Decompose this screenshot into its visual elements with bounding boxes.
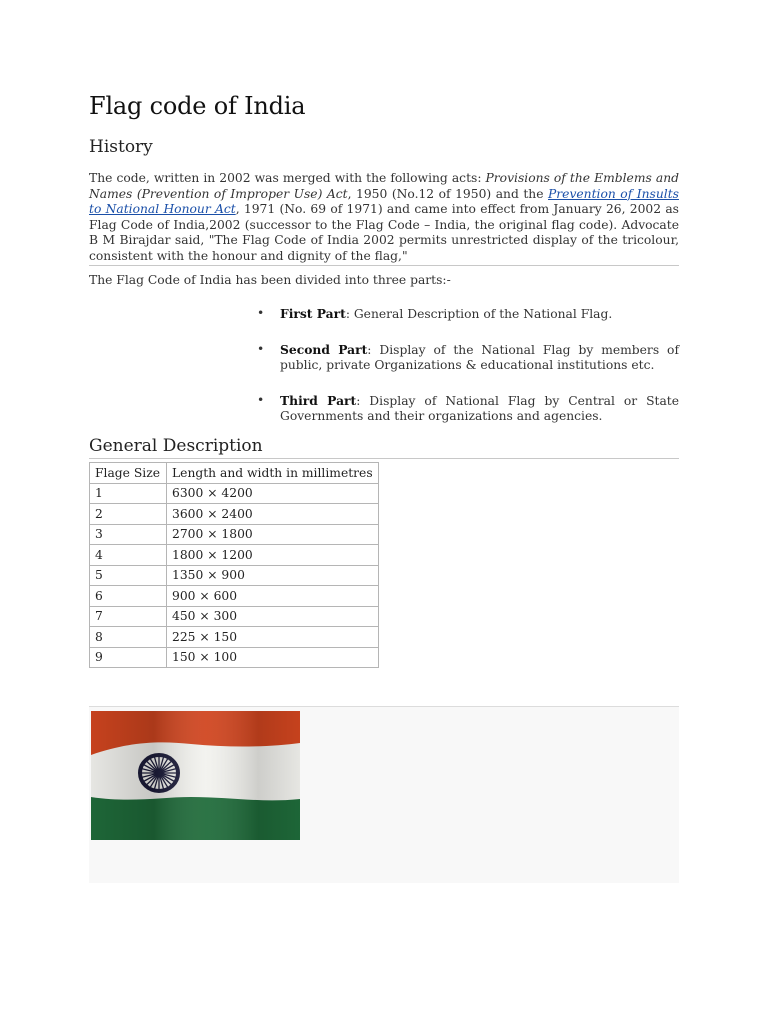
table-cell: 2700 × 1800 bbox=[167, 524, 379, 545]
part-label: First Part bbox=[280, 306, 346, 321]
part-label: Second Part bbox=[280, 341, 368, 357]
history-text-3: , 1971 (No. 69 of 1971) and came into effect from January 26, 2002 as Flag Code of India,2002 (successor to the Flag Code – India, the original flag code). Advocate B M Birajdar said, "The Flag Code of India 2002 permits unrestricted display of the tricolour, consistent with the honour and dignity of the flag," bbox=[89, 202, 679, 263]
parts-list bbox=[257, 306, 679, 444]
table-cell: 4 bbox=[90, 545, 167, 566]
history-heading: History bbox=[89, 137, 153, 157]
bullet-icon: • bbox=[257, 306, 265, 320]
table-cell: 1 bbox=[90, 483, 167, 504]
table-cell: 3 bbox=[90, 524, 167, 545]
table-row bbox=[90, 483, 379, 504]
general-description-heading: General Description bbox=[89, 436, 263, 456]
table-row bbox=[90, 504, 379, 525]
table-cell: 900 × 600 bbox=[167, 586, 379, 607]
table-row bbox=[90, 627, 379, 648]
history-paragraph bbox=[89, 171, 679, 264]
bullet-icon: • bbox=[257, 392, 265, 407]
table-header-row bbox=[90, 463, 379, 484]
bullet-icon: • bbox=[257, 341, 265, 356]
table-header: Flage Size bbox=[90, 463, 167, 484]
list-item bbox=[257, 342, 679, 374]
parts-intro: The Flag Code of India has been divided into three parts:- bbox=[89, 273, 451, 287]
table-cell: 3600 × 2400 bbox=[167, 504, 379, 525]
table-cell: 1350 × 900 bbox=[167, 565, 379, 586]
part-text: : Display of National Flag by Central or State Governments and their organizations and agencies. bbox=[280, 393, 679, 424]
table-row bbox=[90, 586, 379, 607]
table-cell: 6300 × 4200 bbox=[167, 483, 379, 504]
table-row bbox=[90, 606, 379, 627]
table-cell: 225 × 150 bbox=[167, 627, 379, 648]
flag-size-table bbox=[89, 462, 379, 668]
list-item bbox=[257, 393, 679, 425]
indian-flag-image bbox=[91, 711, 300, 840]
list-item bbox=[257, 306, 679, 323]
history-text-1: The code, written in 2002 was merged with the following acts: bbox=[89, 171, 486, 185]
history-text-2: , 1950 (No.12 of 1950) and the bbox=[347, 186, 549, 201]
table-cell: 6 bbox=[90, 586, 167, 607]
table-cell: 2 bbox=[90, 504, 167, 525]
section-divider bbox=[89, 458, 679, 459]
flag-figure bbox=[89, 706, 679, 883]
table-cell: 5 bbox=[90, 565, 167, 586]
table-row bbox=[90, 545, 379, 566]
table-cell: 1800 × 1200 bbox=[167, 545, 379, 566]
table-cell: 8 bbox=[90, 627, 167, 648]
table-cell: 9 bbox=[90, 647, 167, 668]
insults-act-link[interactable]: Prevention of Insults to National Honour Act bbox=[89, 186, 679, 216]
table-cell: 450 × 300 bbox=[167, 606, 379, 627]
table-header: Length and width in millimetres bbox=[167, 463, 379, 484]
part-text: : Display of the National Flag by members of public, private Organizations & educational institutions etc. bbox=[280, 342, 680, 373]
table-row bbox=[90, 647, 379, 668]
part-label: Third Part bbox=[280, 392, 357, 408]
table-row bbox=[90, 565, 379, 586]
part-text: : General Description of the National Flag. bbox=[345, 307, 613, 321]
page-title: Flag code of India bbox=[89, 92, 306, 120]
table-row bbox=[90, 524, 379, 545]
table-cell: 150 × 100 bbox=[167, 647, 379, 668]
table-cell: 7 bbox=[90, 606, 167, 627]
section-divider bbox=[89, 265, 679, 266]
emblems-act-name: Provisions of the Emblems and Names (Prevention of Improper Use) Act bbox=[89, 171, 679, 201]
